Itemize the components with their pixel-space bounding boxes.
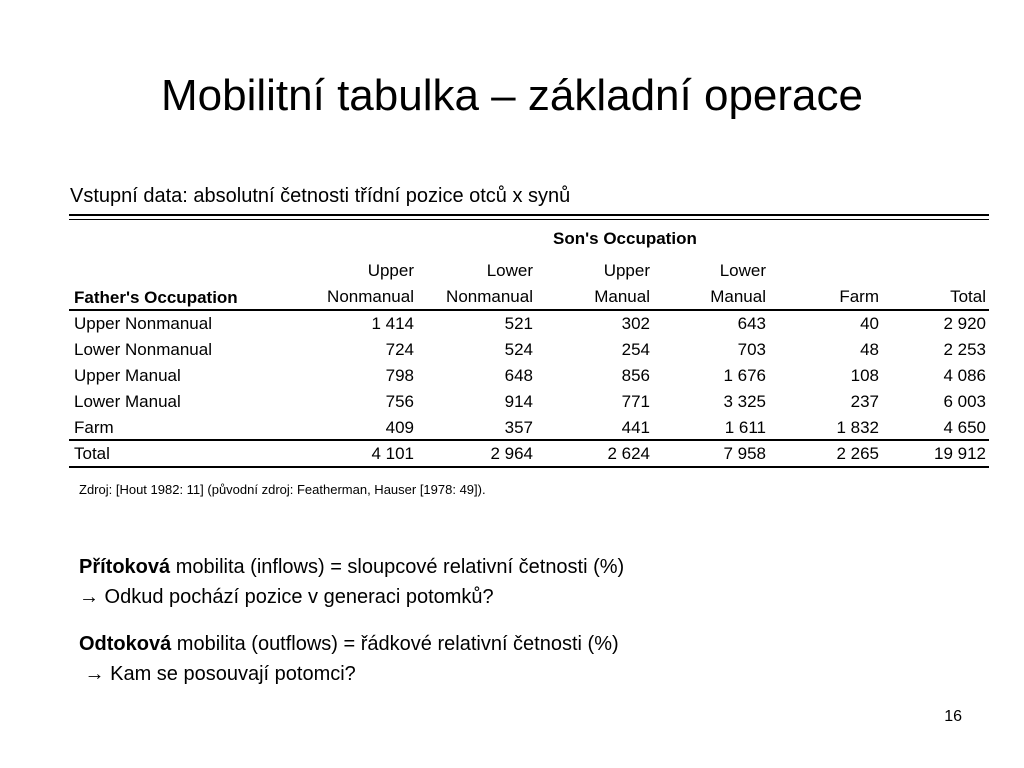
table-cell: 6 003 <box>943 392 986 411</box>
table-cell: 1 832 <box>836 418 879 437</box>
table-top-rule <box>69 214 989 216</box>
table-cell: 302 <box>621 314 650 333</box>
table-cell: 643 <box>737 314 766 333</box>
inflow-definition <box>79 553 624 581</box>
table-cell: 2 920 <box>943 314 986 333</box>
table-caption: Vstupní data: absolutní četnosti třídní pozice otců x synů <box>70 185 571 207</box>
table-cell: 1 414 <box>371 314 414 333</box>
total-cell: 2 624 <box>607 444 650 463</box>
total-cell: 2 964 <box>490 444 533 463</box>
outflow-term: Odtoková <box>79 633 172 655</box>
column-header-line1: Upper <box>603 261 650 280</box>
page-number: 16 <box>944 708 962 725</box>
table-cell: 4 650 <box>943 418 986 437</box>
table-cell: 1 676 <box>723 366 766 385</box>
table-cell: 771 <box>621 392 650 411</box>
inflow-text: mobilita (inflows) = sloupcové relativní četnosti (%) <box>170 556 625 578</box>
total-cell: 19 912 <box>934 444 986 463</box>
column-header-line1 <box>766 258 879 284</box>
table-cell: 441 <box>621 418 650 437</box>
column-header-line2: Total <box>950 287 986 306</box>
column-header-line2: Manual <box>594 287 650 306</box>
table-bottom-rule <box>69 466 989 468</box>
row-label: Upper Nonmanual <box>74 314 212 333</box>
table-cell: 48 <box>860 340 879 359</box>
table-cell: 237 <box>850 392 879 411</box>
row-label: Lower Manual <box>74 392 181 411</box>
father-occupation-header: Father's Occupation <box>74 288 238 307</box>
table-cell: 357 <box>504 418 533 437</box>
column-header-line1: Upper <box>367 261 414 280</box>
table-cell: 108 <box>850 366 879 385</box>
table-cell: 409 <box>385 418 414 437</box>
column-header-line2: Manual <box>710 287 766 306</box>
table-cell: 1 611 <box>724 418 766 437</box>
table-cell: 856 <box>621 366 650 385</box>
table-cell: 756 <box>385 392 414 411</box>
row-label: Lower Nonmanual <box>74 340 212 359</box>
total-cell: 2 265 <box>836 444 879 463</box>
table-cell: 524 <box>504 340 533 359</box>
outflow-question: → Kam se posouvají potomci? <box>79 663 356 685</box>
table-cell: 648 <box>504 366 533 385</box>
table-cell: 521 <box>504 314 533 333</box>
column-header-line2: Nonmanual <box>446 287 533 306</box>
column-header-line2: Farm <box>839 287 879 306</box>
total-cell: 4 101 <box>371 444 414 463</box>
inflow-question: → Odkud pochází pozice v generaci potomků? <box>79 586 494 608</box>
table-cell: 2 253 <box>943 340 986 359</box>
total-row-label: Total <box>74 444 110 463</box>
table-cell: 703 <box>737 340 766 359</box>
table-cell: 3 325 <box>723 392 766 411</box>
column-header-line1: Lower <box>719 261 766 280</box>
table-top-rule-thin <box>69 219 989 220</box>
table-cell: 724 <box>385 340 414 359</box>
table-cell: 4 086 <box>943 366 986 385</box>
inflow-term: Přítoková <box>79 556 171 578</box>
row-label: Farm <box>74 418 114 437</box>
column-header-line2: Nonmanual <box>327 287 414 306</box>
column-header-line1: Lower <box>486 261 533 280</box>
total-cell: 7 958 <box>723 444 766 463</box>
table-cell: 40 <box>860 314 879 333</box>
son-occupation-header: Son's Occupation <box>553 229 697 248</box>
slide-title: Mobilitní tabulka – základní operace <box>161 71 863 120</box>
table-cell: 798 <box>385 366 414 385</box>
row-label: Upper Manual <box>74 366 181 385</box>
source-note: Zdroj: [Hout 1982: 11] (původní zdroj: Featherman, Hauser [1978: 49]). <box>79 482 486 497</box>
outflow-definition <box>79 630 619 658</box>
table-cell: 254 <box>621 340 650 359</box>
table-cell: 914 <box>504 392 533 411</box>
column-header-line1 <box>879 258 986 284</box>
outflow-text: mobilita (outflows) = řádkové relativní četnosti (%) <box>171 633 619 655</box>
